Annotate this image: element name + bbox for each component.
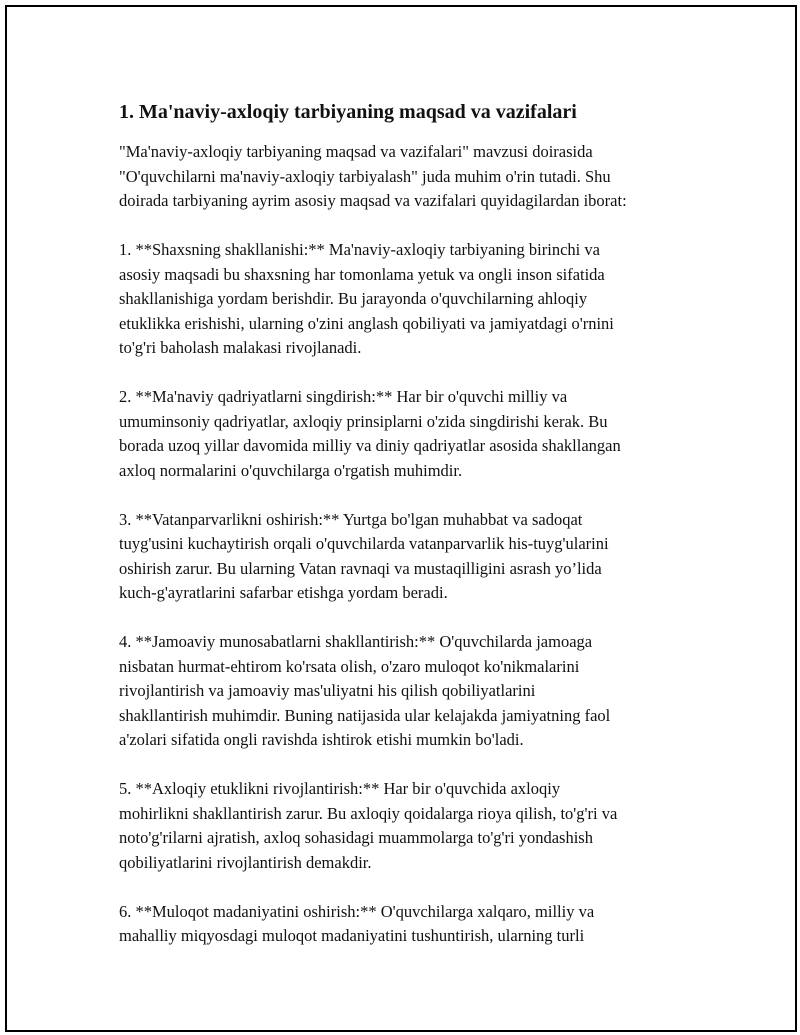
document-title: 1. Ma'naviy-axloqiy tarbiyaning maqsad va vazifalari bbox=[119, 101, 577, 123]
paragraph-3-vatanparvarlik: 3. **Vatanparvarlikni oshirish:** Yurtga bo'lgan muhabbat va sadoqat tuyg'usini kuchaytirish orqali o'quvchilarda vatanparvarlik his-tuyg'ularini oshirish zarur. Bu ularning Vatan ravnaqi va mustaqilligini asrash yo’lida kuch-g'ayratlarini safarbar etishga yordam beradi. bbox=[119, 509, 609, 602]
paragraph-5-axloqiy-etuklik: 5. **Axloqiy etuklikni rivojlantirish:** Har bir o'quvchida axloqiy mohirlikni shakllantirish zarur. Bu axloqiy qoidalarga rioya qilish, to'g'ri va noto'g'rilarni ajratish, axloq sohasidagi muammolarga to'g'ri yondashish qobiliyatlarini rivojlantirish demakdir. bbox=[119, 779, 618, 872]
paragraph-4-jamoaviy-munosabatlar: 4. **Jamoaviy munosabatlarni shakllantirish:** O'quvchilarda jamoaga nisbatan hurmat-ehtirom ko'rsata olish, o'zaro muloqot ko'nikmalarini rivojlantirish va jamoaviy mas'uliyatni his qilish qobiliyatlarini shakllantirish muhimdir. Buning natijasida ular kelajakda jamiyatning faol a'zolari sifatida ongli ravishda ishtirok etishi mumkin bo'ladi. bbox=[119, 632, 611, 749]
paragraph-2-manaviy-qadriyatlar: 2. **Ma'naviy qadriyatlarni singdirish:** Har bir o'quvchi milliy va umuminsoniy qadriyatlar, axloqiy prinsiplarni o'zida singdirishi kerak. Bu borada uzoq yillar davomida milliy va diniy qadriyatlar asosida shakllangan axloq normalarini o'quvchilarga o'rgatish muhimdir. bbox=[119, 387, 621, 480]
intro-paragraph: "Ma'naviy-axloqiy tarbiyaning maqsad va vazifalari" mavzusi doirasida "O'quvchilarni ma'naviy-axloqiy tarbiyalash" juda muhim o'rin tutadi. Shu doirada tarbiyaning ayrim asosiy maqsad va vazifalari quyidagilardan iborat: bbox=[119, 142, 627, 210]
page-frame bbox=[5, 5, 797, 1032]
paragraph-6-muloqot-madaniyati: 6. **Muloqot madaniyatini oshirish:** O'quvchilarga xalqaro, milliy va mahalliy miqyosdagi muloqot madaniyatini tushuntirish, ularning turli bbox=[119, 901, 595, 945]
document-body bbox=[119, 97, 709, 973]
paragraph-1-shaxsning-shakllanishi: 1. **Shaxsning shakllanishi:** Ma'naviy-axloqiy tarbiyaning birinchi va asosiy maqsadi bu shaxsning har tomonlama yetuk va ongli inson sifatida shakllanishiga yordam berishdir. Bu jarayonda o'quvchilarning ahloqiy etuklikka erishishi, ularning o'zini anglash qobiliyati va jamiyatdagi o'rnini to'g'ri baholash malakasi rivojlanadi. bbox=[119, 240, 614, 357]
